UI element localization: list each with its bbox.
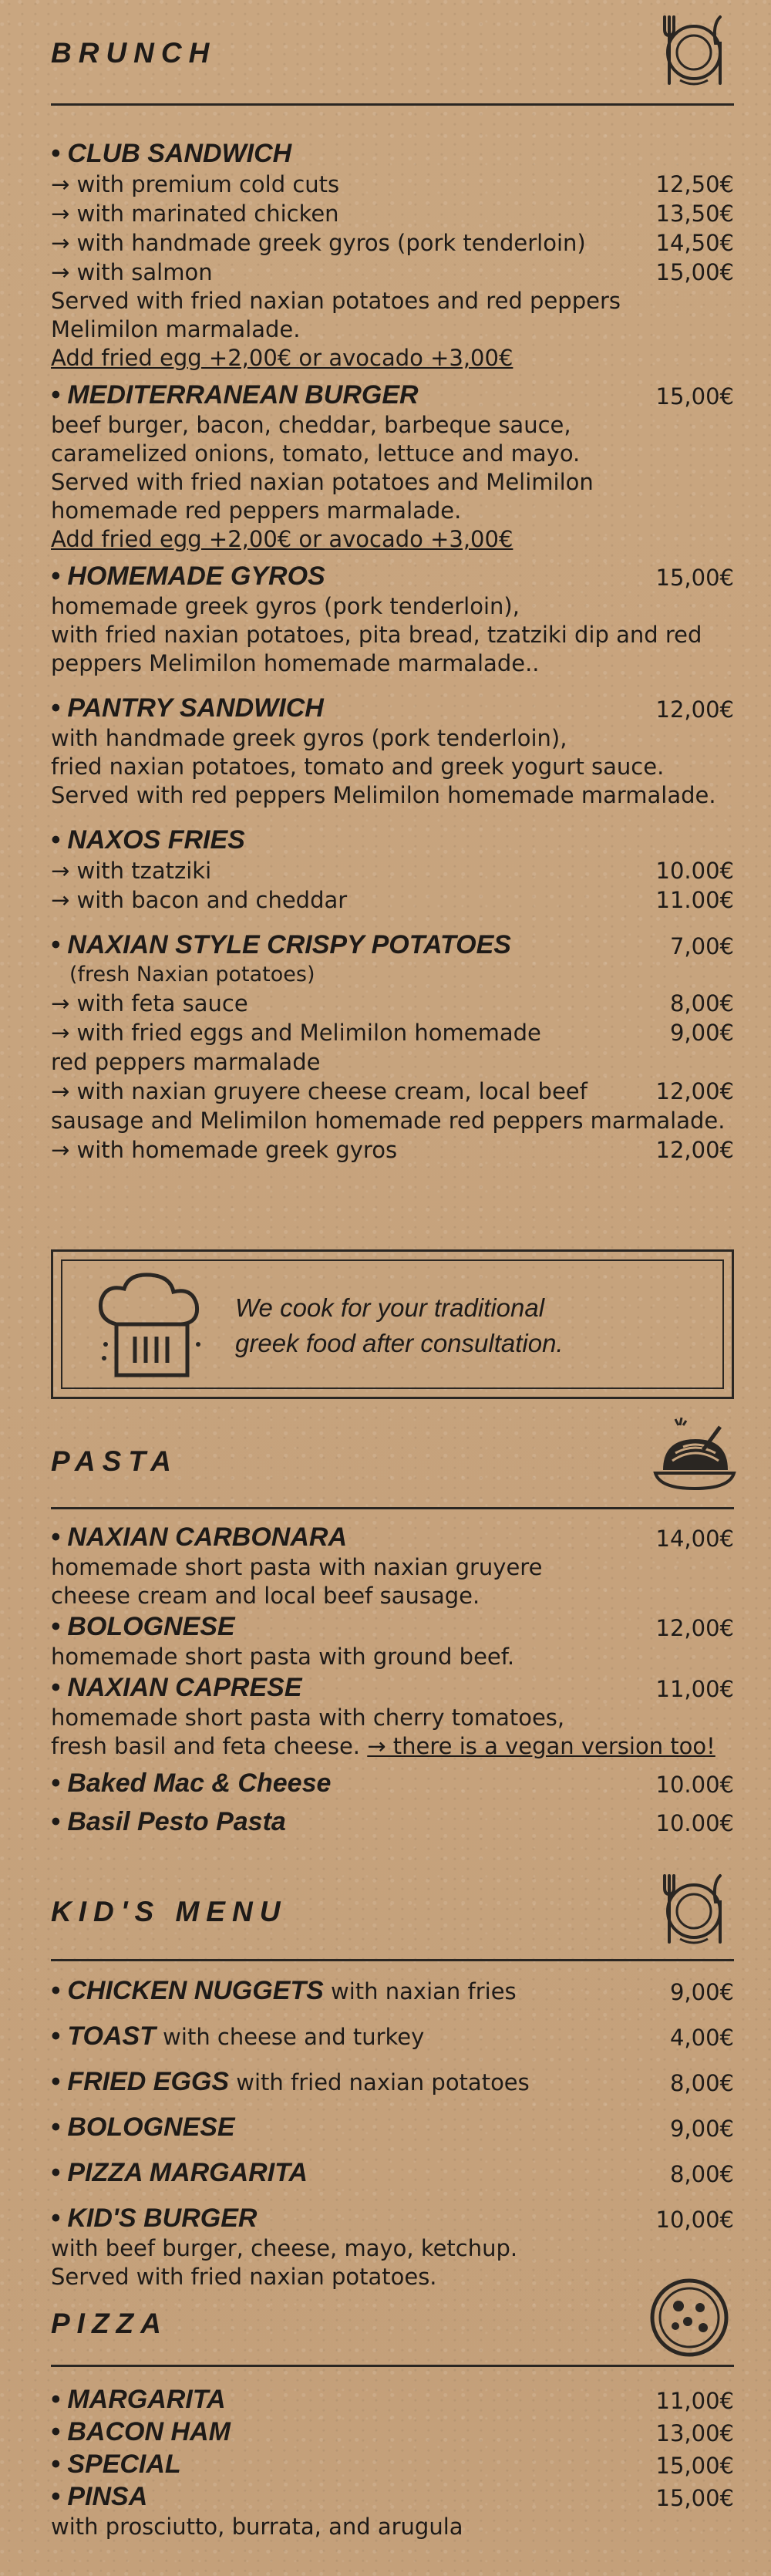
plate-cutlery-icon: [654, 1870, 734, 1950]
caprese-desc-2: fresh basil and feta cheese. → there is a vegan version too!: [51, 1733, 715, 1759]
crispy-option-2-cont: red peppers marmalade: [51, 1049, 321, 1075]
pesto-title: • Basil Pesto Pasta 10.00€: [51, 1807, 734, 1836]
pasta-plate-icon: [652, 1414, 737, 1499]
pizza-divider: [51, 2365, 734, 2367]
kids-burger-desc-2: Served with fried naxian potatoes.: [51, 2264, 437, 2290]
burger-desc-3: Served with fried naxian potatoes and Melimilon: [51, 469, 594, 495]
callout-text: [235, 1290, 564, 1361]
burger-desc-1: beef burger, bacon, cheddar, barbeque sauce,: [51, 412, 571, 438]
callout-line-2: greek food after consultation.: [235, 1329, 564, 1357]
kids-list: [51, 1974, 734, 2291]
kids-item-1: • CHICKEN NUGGETS with naxian fries 9,00€: [51, 1976, 734, 2005]
crispy-option-4: → with homemade greek gyros 12,00€: [51, 1137, 734, 1163]
consultation-callout: [51, 1249, 734, 1399]
kids-burger-desc-1: with beef burger, cheese, mayo, ketchup.: [51, 2235, 518, 2261]
burger-addon: Add fried egg +2,00€ or avocado +3,00€: [51, 526, 513, 552]
pinsa-desc: with prosciutto, burrata, and arugula: [51, 2514, 463, 2540]
chef-hat-icon: [90, 1267, 214, 1383]
pasta-list: [51, 1521, 734, 1838]
kids-burger-title: • KID'S BURGER 10,00€: [51, 2203, 734, 2233]
kids-item-2: • TOAST with cheese and turkey 4,00€: [51, 2021, 734, 2051]
kids-item-5: • PIZZA MARGARITA 8,00€: [51, 2158, 734, 2187]
pantry-desc-2: fried naxian potatoes, tomato and greek yogurt sauce.: [51, 754, 665, 780]
pizza-item-1: • MARGARITA 11,00€: [51, 2385, 734, 2414]
gyros-desc-3: peppers Melimilon homemade marmalade..: [51, 650, 540, 676]
caprese-title: • NAXIAN CAPRESE 11,00€: [51, 1673, 734, 1702]
plate-cutlery-icon: [654, 11, 734, 91]
kids-item-4: • BOLOGNESE 9,00€: [51, 2112, 734, 2142]
pizza-item-3: • SPECIAL 15,00€: [51, 2450, 734, 2479]
brunch-list: [51, 137, 734, 1165]
pizza-item-2: • BACON HAM 13,00€: [51, 2417, 734, 2446]
bolognese-desc: homemade short pasta with ground beef.: [51, 1644, 515, 1670]
club-option-3: → with handmade greek gyros (pork tenderloin) 14,50€: [51, 230, 734, 256]
gyros-title: • HOMEMADE GYROS 15,00€: [51, 561, 734, 591]
club-desc-2: Melimilon marmalade.: [51, 316, 301, 342]
club-sandwich-title: • CLUB SANDWICH: [51, 139, 292, 168]
fries-option-1: → with tzatziki 10.00€: [51, 858, 734, 884]
callout-line-1: We cook for your traditional: [235, 1293, 545, 1322]
pizza-list: [51, 2383, 734, 2541]
pantry-desc-3: Served with red peppers Melimilon homemade marmalade.: [51, 782, 716, 808]
carbonara-title: • NAXIAN CARBONARA 14,00€: [51, 1522, 734, 1552]
crispy-option-3-cont: sausage and Melimilon homemade red peppers marmalade.: [51, 1108, 726, 1134]
gyros-desc-1: homemade greek gyros (pork tenderloin),: [51, 593, 520, 619]
pantry-desc-1: with handmade greek gyros (pork tenderloin),: [51, 725, 567, 751]
kids-title: KID'S MENU: [51, 1896, 288, 1927]
caprese-desc-1: homemade short pasta with cherry tomatoes,: [51, 1704, 565, 1731]
burger-desc-4: homemade red peppers marmalade.: [51, 497, 462, 524]
pizza-icon: [645, 2275, 734, 2360]
crispy-option-2: → with fried eggs and Melimilon homemade 9,00€: [51, 1020, 734, 1046]
crispy-option-3: → with naxian gruyere cheese cream, local beef 12,00€: [51, 1078, 734, 1104]
gyros-desc-2: with fried naxian potatoes, pita bread, tzatziki dip and red: [51, 622, 702, 648]
burger-desc-2: caramelized onions, tomato, lettuce and mayo.: [51, 440, 581, 467]
mac-cheese-title: • Baked Mac & Cheese 10.00€: [51, 1768, 734, 1798]
kids-divider: [51, 1959, 734, 1961]
crispy-option-1: → with feta sauce 8,00€: [51, 990, 734, 1017]
club-addon: Add fried egg +2,00€ or avocado +3,00€: [51, 345, 513, 371]
pizza-title: PIZZA: [51, 2308, 168, 2339]
club-option-2: → with marinated chicken 13,50€: [51, 201, 734, 227]
fries-title: • NAXOS FRIES: [51, 825, 245, 855]
bolognese-title: • BOLOGNESE 12,00€: [51, 1612, 734, 1641]
brunch-title: BRUNCH: [51, 37, 217, 69]
kids-item-3: • FRIED EGGS with fried naxian potatoes 8,00€: [51, 2067, 734, 2096]
club-option-4: → with salmon 15,00€: [51, 259, 734, 285]
club-desc-1: Served with fried naxian potatoes and red peppers: [51, 288, 621, 314]
pasta-divider: [51, 1507, 734, 1509]
crispy-title: • NAXIAN STYLE CRISPY POTATOES 7,00€: [51, 930, 734, 959]
pizza-item-4: • PINSA 15,00€: [51, 2482, 734, 2511]
pasta-title: PASTA: [51, 1445, 178, 1477]
carbonara-desc-2: cheese cream and local beef sausage.: [51, 1583, 480, 1609]
pantry-title: • PANTRY SANDWICH 12,00€: [51, 693, 734, 723]
carbonara-desc-1: homemade short pasta with naxian gruyere: [51, 1554, 543, 1580]
crispy-note: (fresh Naxian potatoes): [69, 963, 315, 986]
club-option-1: → with premium cold cuts 12,50€: [51, 171, 734, 197]
brunch-divider: [51, 103, 734, 106]
burger-title: • MEDITERRANEAN BURGER 15,00€: [51, 380, 734, 410]
vegan-note: → there is a vegan version too!: [367, 1733, 715, 1759]
fries-option-2: → with bacon and cheddar 11.00€: [51, 887, 734, 913]
